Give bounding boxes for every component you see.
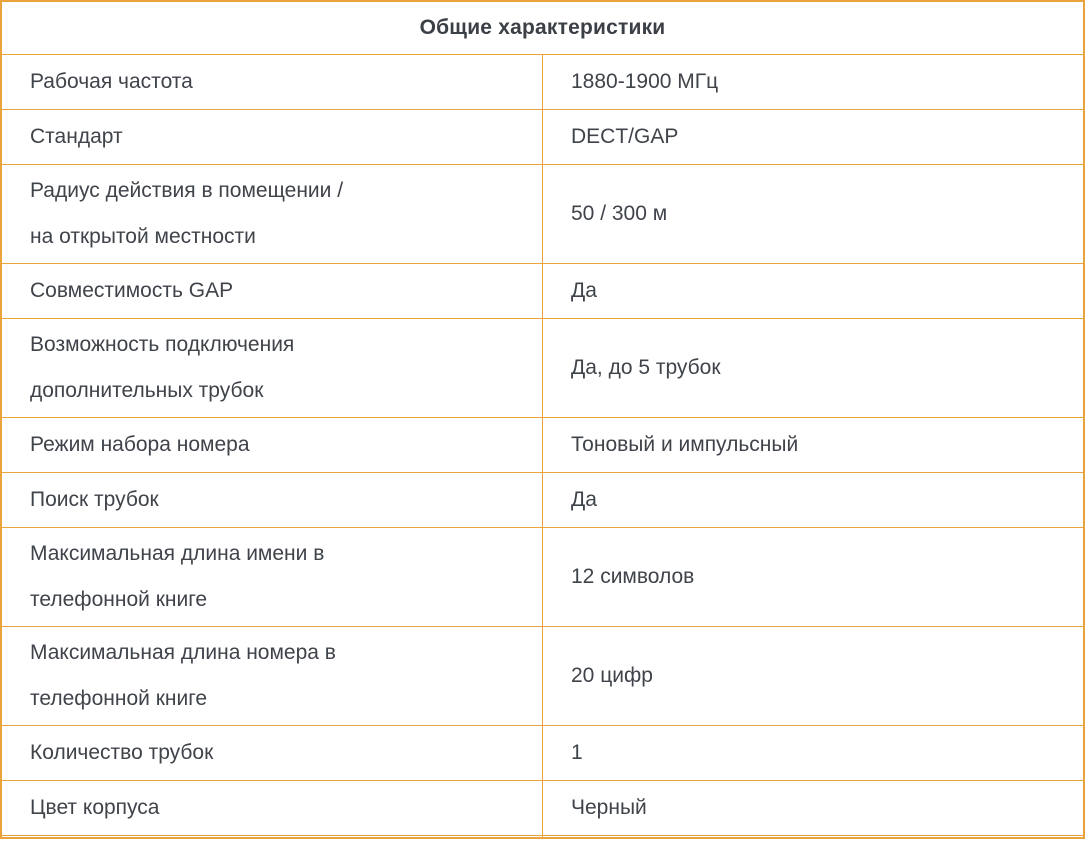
table-row-partial [1,835,1084,838]
spec-label: Режим набора номера [30,432,250,456]
spec-value: Да [543,263,1085,318]
table-row [1,417,1084,472]
spec-label-cell [1,626,543,725]
spec-label: Поиск трубок [30,487,159,511]
table-row [1,725,1084,780]
spec-label-cell [1,725,543,780]
spec-value: 20 цифр [543,626,1085,725]
specs-table-header [1,1,1084,54]
spec-value-cell [543,835,1085,838]
spec-value: 50 / 300 м [543,164,1085,263]
spec-value: Черный [543,780,1085,835]
spec-label: Возможность подключения дополнительных трубок [30,332,295,402]
table-row [1,54,1084,109]
table-row [1,527,1084,626]
spec-label: Количество трубок [30,740,214,764]
table-row [1,109,1084,164]
spec-label: Максимальная длина номера в телефонной книге [30,640,336,710]
table-row [1,318,1084,417]
title-row [1,1,1084,54]
spec-label: Радиус действия в помещении / на открытой местности [30,178,344,248]
spec-label-cell [1,164,543,263]
table-row [1,263,1084,318]
spec-label-cell [1,263,543,318]
spec-label-cell [1,109,543,164]
spec-value: Да [543,472,1085,527]
spec-label-cell [1,54,543,109]
table-row [1,626,1084,725]
table-row [1,472,1084,527]
spec-label-cell [1,417,543,472]
spec-label-cell [1,780,543,835]
spec-value: 1880-1900 МГц [543,54,1085,109]
spec-value: DECT/GAP [543,109,1085,164]
spec-label: Максимальная длина имени в телефонной книге [30,541,325,611]
spec-label: Рабочая частота [30,69,193,93]
table-row [1,164,1084,263]
table-row [1,780,1084,835]
table-title: Общие характеристики [1,1,1084,54]
spec-value: 12 символов [543,527,1085,626]
spec-label: Цвет корпуса [30,795,160,819]
spec-label-cell [1,527,543,626]
spec-label-cell [1,318,543,417]
spec-label-cell [1,472,543,527]
spec-value: 1 [543,725,1085,780]
spec-value: Да, до 5 трубок [543,318,1085,417]
spec-value: Тоновый и импульсный [543,417,1085,472]
spec-label: Совместимость GAP [30,278,234,302]
spec-label-cell [1,835,543,838]
specs-table-body [1,54,1084,838]
spec-label: Стандарт [30,124,123,148]
